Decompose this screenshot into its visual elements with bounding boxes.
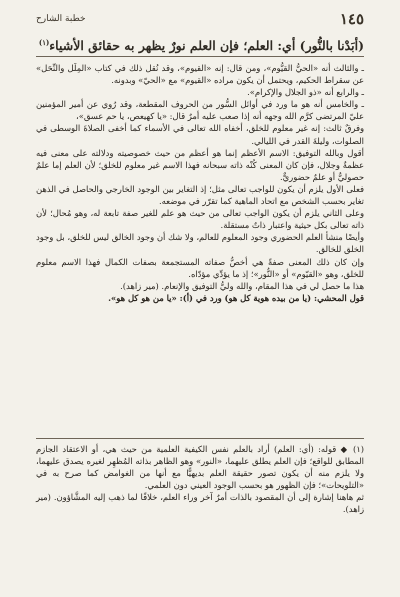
footnote-rule xyxy=(36,438,364,439)
commentary-body xyxy=(36,62,364,304)
running-head xyxy=(36,10,364,28)
body-paragraph: ـ والخامس أنه هو ما ورد في أوائل السُّور من الحروف المقطعة، وقد رُوي عن أمير المؤمنين عليّ المرتضى كرَّم الله وجهه أنه إذا صعب عليه أمرٌ قال: «يا كهيعص، يا حم عسق»، xyxy=(36,99,364,122)
footnote-mark: (١) xyxy=(38,38,50,47)
body-paragraph: وإن كان ذلك المعنى صفةً هي أخصُّ صفاته المستجمعة بصفات الكمال فهذا الاسم معلوم للخلق، وهو «القيّوم» أو «النُّور»؛ إذ ما يؤدِّي مؤدّاه. xyxy=(36,256,364,279)
body-paragraph: وأيضًا منشأ العلم الحضوري وجود المعلوم للعالم، ولا شك أن وجود الخالق ليس للخلق، بل وجود الخلق للخالق. xyxy=(36,232,364,255)
body-paragraph: ـ والثالث أنه «الحيُّ القيُّوم»، ومن قال: إنه «القيوم»، وقد نُقل ذلك في كتاب «المِلَل والنِّحَل» عن سقراط الحكيم، ويحتمل أن يكون مراده «القيوم» مع «الحيّ» وبدونه. xyxy=(36,63,364,86)
body-paragraph: أقول وبالله التوفيق: الاسم الأعظم إنما هو أعظم من حيث خصوصيته ودلالته على معنى فيه عظمةٌ وجلال، فإن كان المعنى كُنْه ذاته سبحانه فهذا الاسم غير معلوم للخلق؛ لأن العلم إما علمٌ حصوليٌّ أو علمٌ حضوريٌّ. xyxy=(36,147,364,182)
body-paragraph: هذا ما حصل لي في هذا المقام، والله وليُّ التوفيق والإنعام. (مير زاهد). xyxy=(120,280,364,291)
running-title: خطبة الشارح xyxy=(36,14,86,24)
body-paragraph: فعلى الأول يلزم أن يكون للواجب تعالى مثل؛ إذ التغاير بين الوجود الخارجي والحاصل في الذهن تغاير بحسب الشخص مع اتحاد الماهية كما تقرّر في موضعه. xyxy=(36,183,364,207)
section-headline xyxy=(36,34,364,55)
body-paragraph: قول المحشي: (يا من بيده هوية كل هو) ورد في (أ): «يا من هو كل هو». xyxy=(108,292,364,303)
footnote-block xyxy=(36,443,364,516)
footnote-paragraph: (١) ◆ قوله: (أي: العلم) أراد بالعلم نفس الكيفية العلمية من حيث هي، أو الاعتقاد الجازم المطابق للواقع؛ فإن العلم يطلق عليهما، «النور» وهو الظاهر بذاته المُظهِر لغيره يصدق عليهما، ولا يلزم منه أن يكون تصور حقيقة العلم بديهيًّا مع أنها من الغوامض كما صرح به في «التلويحات»؛ فإن الظهور هو بحسب الوجود العيني دون العلمي. xyxy=(36,444,364,491)
headline-text: (أبَدْنا بالنُّور) أي: العلم؛ فإن العلم نورٌ يظهر به حقائق الأشياء xyxy=(49,38,364,54)
footnote-paragraph: ثم هاهنا إشارة إلى أن المقصود بالذات أمرٌ آخر وراء العلم، خلافًا لما ذهب إليه المشَّاؤون. (مير زاهد). xyxy=(36,492,364,515)
headline-rule xyxy=(36,56,364,57)
page-number: ١٤٥ xyxy=(339,10,364,28)
body-paragraph: وعلى الثاني يلزم أن يكون الواجب تعالى من حيث هو علم للغير صفة تابعة له، وهو مُحال؛ لأن ذاته تعالى بكل حيثية واعتبار ذاتٌ مستقلة. xyxy=(36,208,364,231)
body-paragraph: ـ والرابع أنه «ذو الجلال والإكرام». xyxy=(247,87,364,98)
body-paragraph: وفرقٌ ثالث: إنه غير معلوم للخلق، أخفاه الله تعالى في الأسماء كما أخفى الصلاةَ الوسطى في الصلوات، وليلةَ القدر في الليالي. xyxy=(36,123,364,146)
